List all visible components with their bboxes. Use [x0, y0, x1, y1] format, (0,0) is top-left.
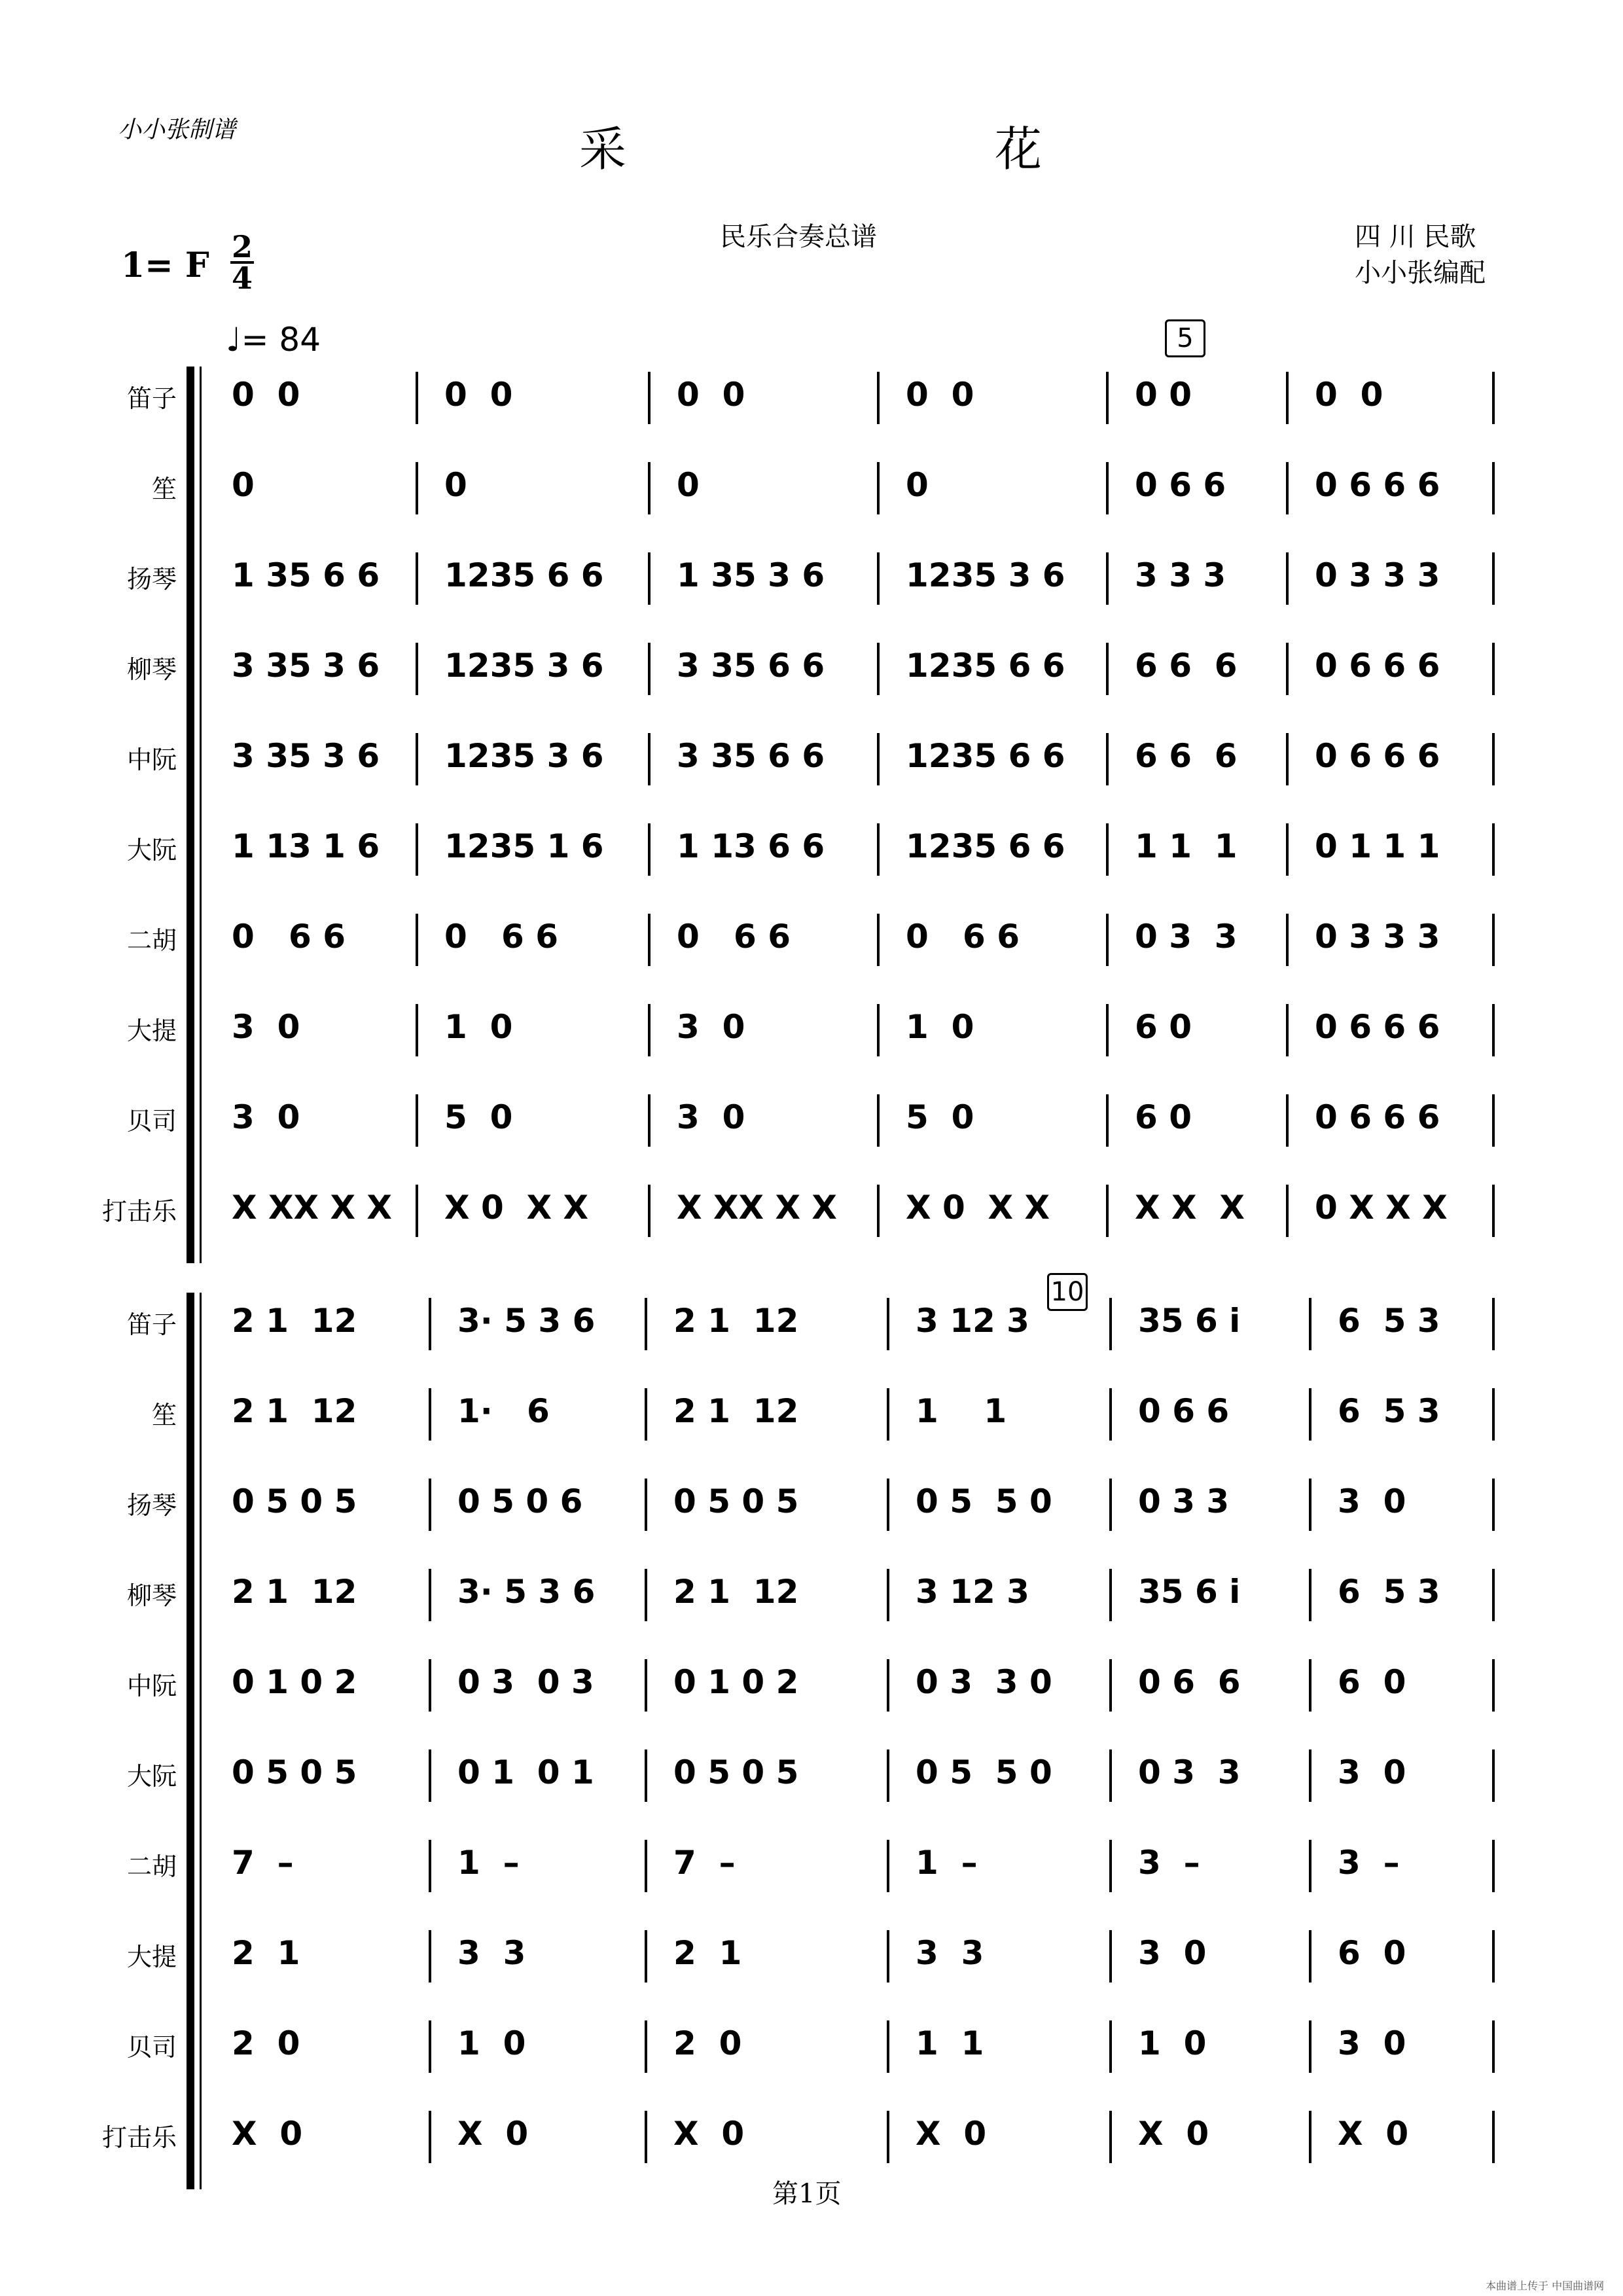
- barline: [1109, 2111, 1112, 2163]
- measure: 0 5 5 0: [916, 1753, 1052, 1791]
- measure: 6 5 3: [1338, 1573, 1440, 1611]
- measure: 1235 3 6: [906, 556, 1065, 594]
- barline: [1106, 733, 1109, 785]
- system-2-bracket-thin: [200, 1293, 202, 2189]
- barline: [429, 2020, 431, 2073]
- measure: 1235 3 6: [444, 737, 604, 775]
- measure: 0 3 3 0: [916, 1663, 1052, 1701]
- barline: [887, 1479, 889, 1531]
- measure: 1 35 6 6: [232, 556, 380, 594]
- measure: 3 0: [232, 1008, 300, 1046]
- instrument-label: 笛子: [126, 1310, 177, 1339]
- origin: 四 川 民歌: [1355, 222, 1476, 252]
- measure: 2 1 12: [673, 1573, 799, 1611]
- measure: 2 1 12: [232, 1573, 357, 1611]
- measure: X 0 X X: [906, 1189, 1050, 1227]
- measure: 0 3 3: [1138, 1482, 1230, 1520]
- instrument-label: 大阮: [126, 1762, 177, 1791]
- barline: [648, 914, 651, 966]
- rehearsal-mark-10: 10: [1047, 1273, 1088, 1311]
- measure: 6 5 3: [1338, 1302, 1440, 1340]
- barline: [416, 462, 418, 514]
- measure: 2 1 12: [232, 1302, 357, 1340]
- barline: [887, 1749, 889, 1802]
- barline: [648, 643, 651, 695]
- measure: 3 0: [1338, 1482, 1406, 1520]
- barline: [1492, 1479, 1495, 1531]
- barline: [429, 1388, 431, 1441]
- barline: [645, 1569, 647, 1621]
- barline: [877, 643, 880, 695]
- barline: [1109, 1659, 1112, 1712]
- barline: [1492, 914, 1495, 966]
- barline: [1106, 914, 1109, 966]
- measure: 0 3 3 3: [1315, 556, 1440, 594]
- measure: 0: [444, 466, 467, 504]
- barline: [1286, 1094, 1289, 1147]
- barline: [429, 2111, 431, 2163]
- measure: 3 12 3: [916, 1302, 1029, 1340]
- barline: [429, 1659, 431, 1712]
- barline: [877, 914, 880, 966]
- measure: 0 6 6 6: [1315, 466, 1440, 504]
- barline: [416, 1004, 418, 1056]
- barline: [645, 1840, 647, 1892]
- instrument-label: 打击乐: [101, 2123, 177, 2152]
- measure: 0 6 6: [1135, 466, 1226, 504]
- barline: [1286, 1004, 1289, 1056]
- barline: [648, 733, 651, 785]
- measure: 3· 5 3 6: [457, 1302, 596, 1340]
- measure: 0 0: [677, 376, 745, 414]
- barline: [1109, 2020, 1112, 2073]
- instrument-label: 笙: [151, 1401, 177, 1429]
- barline: [1492, 1298, 1495, 1350]
- barline: [1109, 1840, 1112, 1892]
- instrument-label: 柳琴: [126, 655, 177, 684]
- instrument-label: 笙: [151, 475, 177, 503]
- measure: 0 6 6: [906, 918, 1020, 956]
- barline: [1109, 1569, 1112, 1621]
- measure: 0: [232, 466, 255, 504]
- measure: 6 6 6: [1135, 647, 1238, 685]
- measure: X X X: [1135, 1189, 1245, 1227]
- measure: X 0: [1138, 2115, 1209, 2153]
- arranger-credit-top: 小小张制谱: [118, 117, 236, 143]
- instrument-label: 柳琴: [126, 1581, 177, 1610]
- barline: [1309, 2020, 1311, 2073]
- barline: [429, 1749, 431, 1802]
- measure: 5 0: [906, 1098, 974, 1136]
- barline: [1109, 1298, 1112, 1350]
- barline: [648, 1094, 651, 1147]
- barline: [1106, 1185, 1109, 1237]
- measure: 0 6 6 6: [1315, 737, 1440, 775]
- measure: 6 0: [1135, 1008, 1192, 1046]
- barline: [416, 1185, 418, 1237]
- measure: 1 1 1: [1135, 827, 1238, 865]
- measure: 5 0: [444, 1098, 513, 1136]
- barline: [1286, 552, 1289, 605]
- measure: 0: [677, 466, 700, 504]
- measure: 6 0: [1338, 1934, 1406, 1972]
- barline: [877, 462, 880, 514]
- barline: [1106, 372, 1109, 424]
- barline: [1309, 1479, 1311, 1531]
- barline: [887, 1388, 889, 1441]
- barline: [1309, 1388, 1311, 1441]
- measure: 0 6 6: [1138, 1663, 1241, 1701]
- barline: [429, 1930, 431, 1982]
- title-char-1: 采: [579, 122, 627, 177]
- barline: [416, 552, 418, 605]
- measure: X 0 X X: [444, 1189, 589, 1227]
- barline: [416, 643, 418, 695]
- barline: [1109, 1388, 1112, 1441]
- barline: [1492, 1094, 1495, 1147]
- instrument-label: 大提: [126, 1943, 177, 1971]
- instrument-label: 中阮: [126, 745, 177, 774]
- barline: [645, 1749, 647, 1802]
- measure: 0 X X X: [1315, 1189, 1448, 1227]
- measure: 0 6 6 6: [1315, 647, 1440, 685]
- measure: 6 0: [1338, 1663, 1406, 1701]
- measure: 1 0: [1138, 2024, 1207, 2062]
- barline: [1492, 1004, 1495, 1056]
- measure: 3 0: [677, 1098, 745, 1136]
- barline: [648, 372, 651, 424]
- rehearsal-mark-5: 5: [1165, 319, 1205, 357]
- measure: 0 0: [444, 376, 513, 414]
- key-signature: 1= F: [121, 245, 209, 285]
- measure: 35 6 i: [1138, 1302, 1241, 1340]
- measure: 1235 1 6: [444, 827, 604, 865]
- barline: [1309, 1659, 1311, 1712]
- barline: [887, 1569, 889, 1621]
- measure: 6 0: [1135, 1098, 1192, 1136]
- barline: [1286, 643, 1289, 695]
- measure: 3 35 3 6: [232, 737, 380, 775]
- barline: [648, 823, 651, 876]
- barline: [1286, 914, 1289, 966]
- measure: 1 13 1 6: [232, 827, 380, 865]
- subtitle: 民乐合奏总谱: [720, 222, 877, 252]
- barline: [1492, 643, 1495, 695]
- tempo-marking: [226, 321, 321, 359]
- measure: 3 –: [1138, 1844, 1200, 1882]
- measure: 2 1: [232, 1934, 300, 1972]
- barline: [1106, 1004, 1109, 1056]
- time-sig-den: 4: [231, 260, 253, 296]
- barline: [877, 372, 880, 424]
- barline: [1286, 1185, 1289, 1237]
- measure: 2 1: [673, 1934, 742, 1972]
- measure: 1 1: [916, 2024, 984, 2062]
- barline: [887, 2020, 889, 2073]
- measure: 0 0: [1315, 376, 1383, 414]
- barline: [1106, 552, 1109, 605]
- system-2-bracket: [187, 1293, 194, 2189]
- measure: 1235 6 6: [906, 737, 1065, 775]
- measure: 1235 6 6: [444, 556, 604, 594]
- barline: [648, 552, 651, 605]
- barline: [416, 823, 418, 876]
- instrument-label: 中阮: [126, 1672, 177, 1700]
- measure: X 0: [673, 2115, 745, 2153]
- instrument-label: 二胡: [126, 1852, 177, 1881]
- measure: 7 –: [232, 1844, 294, 1882]
- measure: 0 5 0 5: [673, 1753, 799, 1791]
- instrument-label: 大提: [126, 1016, 177, 1045]
- instrument-label: 二胡: [126, 926, 177, 955]
- barline: [645, 1479, 647, 1531]
- barline: [877, 1004, 880, 1056]
- barline: [645, 1298, 647, 1350]
- instrument-label: 大阮: [126, 836, 177, 865]
- barline: [429, 1840, 431, 1892]
- measure: 3 –: [1338, 1844, 1400, 1882]
- measure: 1 0: [444, 1008, 513, 1046]
- barline: [1286, 823, 1289, 876]
- barline: [645, 1930, 647, 1982]
- measure: 1 –: [916, 1844, 978, 1882]
- barline: [1492, 1659, 1495, 1712]
- barline: [416, 914, 418, 966]
- barline: [887, 2111, 889, 2163]
- measure: X 0: [1338, 2115, 1409, 2153]
- measure: 1· 6: [457, 1392, 550, 1430]
- measure: X XX X X: [232, 1189, 392, 1227]
- measure: 0: [906, 466, 929, 504]
- barline: [1492, 552, 1495, 605]
- instrument-label: 笛子: [126, 384, 177, 413]
- measure: 3· 5 3 6: [457, 1573, 596, 1611]
- barline: [416, 372, 418, 424]
- barline: [648, 1004, 651, 1056]
- barline: [1492, 2111, 1495, 2163]
- measure: 0 5 0 5: [232, 1482, 357, 1520]
- quarter-note-icon: ♩: [226, 321, 241, 359]
- barline: [648, 1185, 651, 1237]
- barline: [1106, 823, 1109, 876]
- instrument-label: 扬琴: [126, 1491, 177, 1520]
- barline: [1309, 2111, 1311, 2163]
- measure: 0 3 3: [1135, 918, 1238, 956]
- barline: [1492, 1569, 1495, 1621]
- measure: 0 1 0 2: [673, 1663, 799, 1701]
- measure: 0 6 6 6: [1315, 1008, 1440, 1046]
- measure: 1 13 6 6: [677, 827, 825, 865]
- measure: 2 0: [673, 2024, 742, 2062]
- measure: 3 3: [457, 1934, 526, 1972]
- measure: 3 35 6 6: [677, 737, 825, 775]
- barline: [1106, 462, 1109, 514]
- measure: 0 0: [1135, 376, 1192, 414]
- measure: 3 3 3: [1135, 556, 1226, 594]
- arranger: 小小张编配: [1355, 258, 1486, 288]
- barline: [1492, 1388, 1495, 1441]
- barline: [429, 1298, 431, 1350]
- tempo-text: = 84: [241, 321, 321, 359]
- measure: 3 35 3 6: [232, 647, 380, 685]
- measure: 1235 6 6: [906, 827, 1065, 865]
- measure: 6 6 6: [1135, 737, 1238, 775]
- measure: 0 3 3: [1138, 1753, 1241, 1791]
- barline: [1492, 2020, 1495, 2073]
- page-number: 第1页: [772, 2179, 842, 2209]
- barline: [1286, 462, 1289, 514]
- barline: [1492, 1749, 1495, 1802]
- barline: [1309, 1298, 1311, 1350]
- measure: 0 1 0 1: [457, 1753, 594, 1791]
- measure: 0 0: [906, 376, 974, 414]
- barline: [429, 1479, 431, 1531]
- barline: [416, 1094, 418, 1147]
- barline: [1492, 1930, 1495, 1982]
- barline: [1109, 1749, 1112, 1802]
- measure: 0 3 0 3: [457, 1663, 594, 1701]
- measure: 6 5 3: [1338, 1392, 1440, 1430]
- instrument-label: 贝司: [126, 1107, 177, 1136]
- measure: 2 1 12: [232, 1392, 357, 1430]
- measure: 7 –: [673, 1844, 736, 1882]
- measure: 0 3 3 3: [1315, 918, 1440, 956]
- measure: 0 6 6: [1138, 1392, 1230, 1430]
- barline: [877, 1185, 880, 1237]
- barline: [1109, 1930, 1112, 1982]
- measure: 0 5 5 0: [916, 1482, 1052, 1520]
- instrument-label: 打击乐: [101, 1197, 177, 1226]
- watermark: 本曲谱上传于 中国曲谱网: [1486, 2280, 1605, 2292]
- barline: [1309, 1569, 1311, 1621]
- measure: 1 0: [457, 2024, 526, 2062]
- barline: [645, 2020, 647, 2073]
- barline: [1286, 372, 1289, 424]
- barline: [887, 1659, 889, 1712]
- barline: [877, 552, 880, 605]
- measure: 3 0: [232, 1098, 300, 1136]
- barline: [1309, 1840, 1311, 1892]
- barline: [648, 462, 651, 514]
- measure: 3 35 6 6: [677, 647, 825, 685]
- barline: [1106, 1094, 1109, 1147]
- measure: 2 1 12: [673, 1302, 799, 1340]
- time-sig-num: 2: [231, 229, 253, 264]
- instrument-label: 贝司: [126, 2033, 177, 2062]
- measure: 0 6 6 6: [1315, 1098, 1440, 1136]
- time-signature: [230, 229, 254, 296]
- barline: [1492, 823, 1495, 876]
- barline: [1492, 372, 1495, 424]
- barline: [877, 1094, 880, 1147]
- measure: 1 1: [916, 1392, 1007, 1430]
- measure: 0 1 1 1: [1315, 827, 1440, 865]
- system-1-bracket: [187, 367, 194, 1263]
- barline: [429, 1569, 431, 1621]
- title-char-2: 花: [995, 122, 1043, 177]
- measure: 2 0: [232, 2024, 300, 2062]
- barline: [1492, 462, 1495, 514]
- barline: [1286, 733, 1289, 785]
- measure: 3 3: [916, 1934, 984, 1972]
- measure: 0 0: [232, 376, 300, 414]
- measure: 1 –: [457, 1844, 520, 1882]
- measure: 3 0: [1338, 2024, 1406, 2062]
- measure: 0 5 0 5: [673, 1482, 799, 1520]
- instrument-label: 扬琴: [126, 565, 177, 594]
- barline: [887, 1298, 889, 1350]
- barline: [645, 2111, 647, 2163]
- barline: [416, 733, 418, 785]
- barline: [887, 1840, 889, 1892]
- system-1-bracket-thin: [200, 367, 202, 1263]
- measure: 1 0: [906, 1008, 974, 1046]
- barline: [645, 1388, 647, 1441]
- barline: [1492, 1840, 1495, 1892]
- measure: X 0: [232, 2115, 303, 2153]
- barline: [1309, 1749, 1311, 1802]
- measure: 0 5 0 6: [457, 1482, 583, 1520]
- measure: 1235 6 6: [906, 647, 1065, 685]
- barline: [1309, 1930, 1311, 1982]
- measure: 3 0: [1138, 1934, 1207, 1972]
- measure: 1235 3 6: [444, 647, 604, 685]
- barline: [1109, 1479, 1112, 1531]
- measure: 35 6 i: [1138, 1573, 1241, 1611]
- barline: [1106, 643, 1109, 695]
- measure: X 0: [457, 2115, 529, 2153]
- barline: [645, 1659, 647, 1712]
- measure: 3 0: [677, 1008, 745, 1046]
- measure: 0 1 0 2: [232, 1663, 357, 1701]
- barline: [887, 1930, 889, 1982]
- barline: [1492, 733, 1495, 785]
- measure: 0 6 6: [444, 918, 558, 956]
- measure: 0 6 6: [232, 918, 346, 956]
- measure: 3 12 3: [916, 1573, 1029, 1611]
- barline: [1492, 1185, 1495, 1237]
- measure: 0 5 0 5: [232, 1753, 357, 1791]
- measure: 2 1 12: [673, 1392, 799, 1430]
- barline: [877, 733, 880, 785]
- barline: [877, 823, 880, 876]
- measure: X XX X X: [677, 1189, 837, 1227]
- measure: X 0: [916, 2115, 987, 2153]
- measure: 0 6 6: [677, 918, 791, 956]
- measure: 3 0: [1338, 1753, 1406, 1791]
- measure: 1 35 3 6: [677, 556, 825, 594]
